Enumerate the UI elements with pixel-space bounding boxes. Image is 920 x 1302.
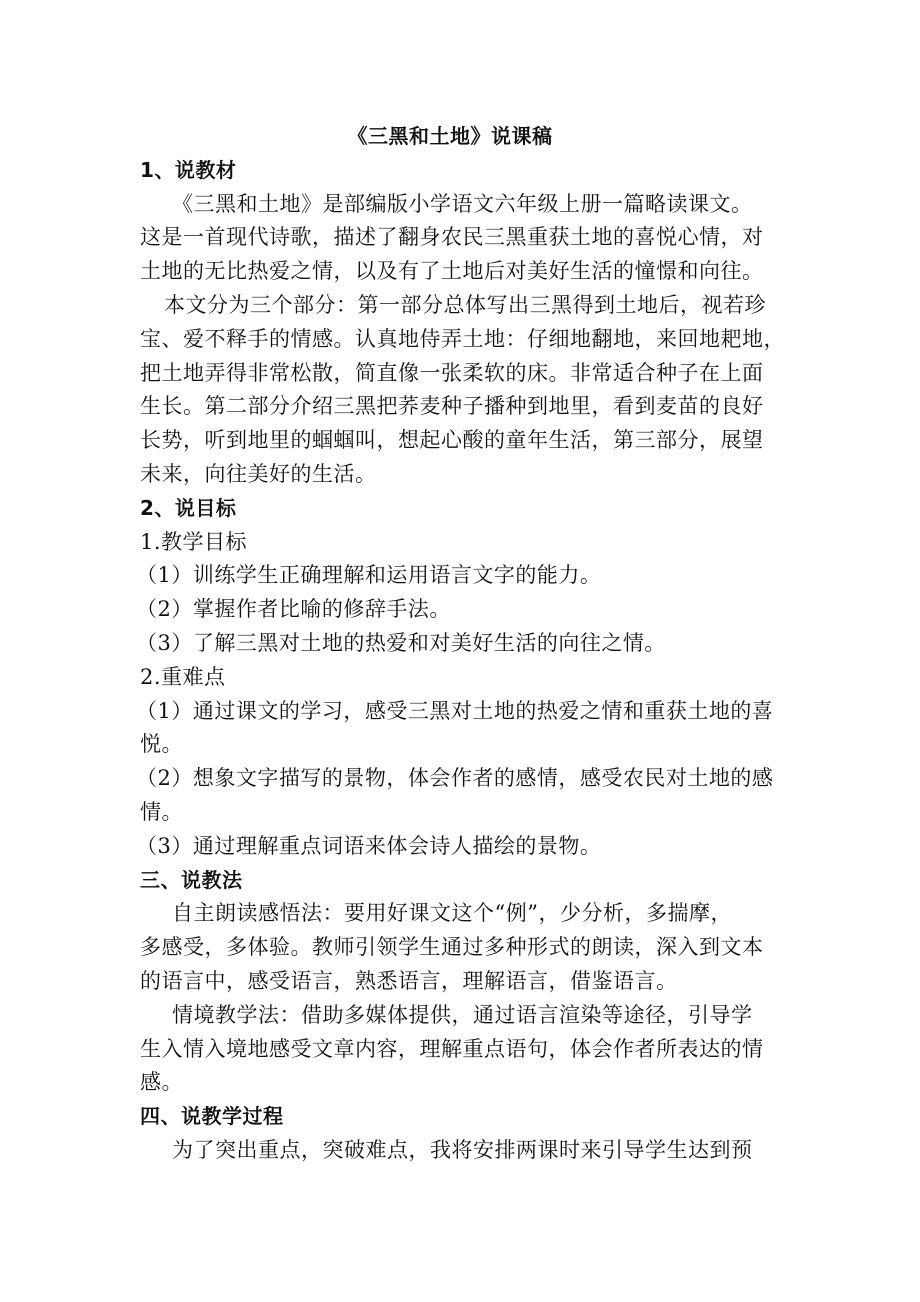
text-line: （2）想象文字描写的景物，体会作者的感情，感受农民对土地的感: [136, 766, 774, 791]
section-heading: 1、说教材: [140, 157, 237, 182]
text-line: 1.教学目标: [140, 529, 248, 554]
text-line: 这是一首现代诗歌，描述了翻身农民三黑重获土地的喜悦心情，对: [140, 225, 764, 250]
section-heading: 四、说教学过程: [140, 1104, 284, 1129]
text-line: 为了突出重点，突破难点，我将安排两课时来引导学生达到预: [172, 1137, 753, 1162]
text-line: （1）训练学生正确理解和运用语言文字的能力。: [136, 563, 602, 588]
text-line: 情境教学法：借助多媒体提供，通过语言渲染等途径，引导学: [172, 1002, 753, 1027]
text-line: 宝、爱不释手的情感。认真地侍弄土地：仔细地翻地，来回地耙地，: [140, 326, 785, 351]
text-line: 本文分为三个部分：第一部分总体写出三黑得到土地后，视若珍: [164, 292, 766, 317]
text-line: 土地的无比热爱之情，以及有了土地后对美好生活的憧憬和向往。: [140, 259, 764, 284]
text-line: （1）通过课文的学习，感受三黑对土地的热爱之情和重获土地的喜: [136, 698, 774, 723]
text-line: 把土地弄得非常松散，简直像一张柔软的床。非常适合种子在上面: [140, 360, 764, 385]
document-page: [136, 120, 800, 1168]
text-line: 多感受，多体验。教师引领学生通过多种形式的朗读，深入到文本: [140, 935, 764, 960]
text-line: 情。: [140, 799, 183, 824]
text-line: （3）通过理解重点词语来体会诗人描绘的景物。: [136, 833, 602, 858]
text-line: 感。: [140, 1070, 183, 1095]
text-line: 自主朗读感悟法：要用好课文这个“例”，少分析，多揣摩，: [172, 901, 732, 926]
text-line: 悦。: [140, 732, 183, 757]
text-line: （2）掌握作者比喻的修辞手法。: [136, 597, 451, 622]
text-line: （3）了解三黑对土地的热爱和对美好生活的向往之情。: [136, 630, 666, 655]
text-line: 的语言中，感受语言，熟悉语言，理解语言，借鉴语言。: [140, 968, 678, 993]
document-title: 《三黑和土地》说课稿: [347, 124, 553, 148]
text-line: 《三黑和土地》是部编版小学语文六年级上册一篇略读课文。: [172, 191, 753, 216]
text-line: 2.重难点: [140, 664, 226, 689]
text-line: 生长。第二部分介绍三黑把荞麦种子播种到地里，看到麦苗的良好: [140, 394, 764, 419]
section-heading: 2、说目标: [140, 495, 237, 520]
text-line: 未来，向往美好的生活。: [140, 461, 377, 486]
section-heading: 三、说教法: [140, 867, 243, 892]
text-line: 生入情入境地感受文章内容，理解重点语句，体会作者所表达的情: [140, 1036, 764, 1061]
text-line: 长势，听到地里的蝈蝈叫，想起心酸的童年生活，第三部分，展望: [140, 428, 764, 453]
